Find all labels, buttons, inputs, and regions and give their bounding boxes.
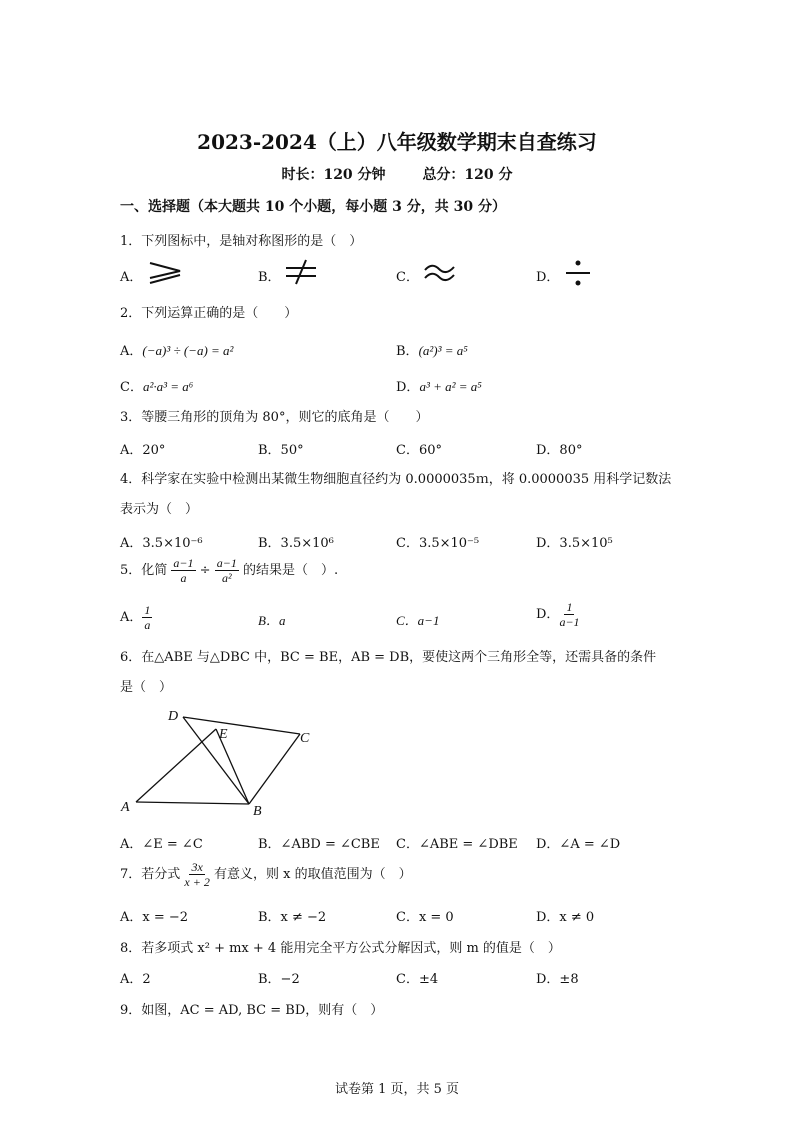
q6-option-b: B．∠ABD = ∠CBE (258, 837, 380, 852)
q6-option-c: C．∠ABE = ∠DBE (396, 837, 518, 852)
q1-option-b: B． (258, 270, 281, 285)
q8-option-c: C．±4 (396, 972, 439, 987)
point-label-c: C (300, 731, 310, 746)
q3-option-c: C．60° (396, 443, 442, 458)
question-7-stem: 7．若分式 $\frac{3x}{x + 2}$ 有意义，则 x 的取值范围为（ ） (120, 860, 412, 889)
q8-option-b: B．−2 (258, 972, 300, 987)
q8-option-a: A．2 (120, 972, 151, 987)
q5-option-b: B．a (258, 613, 286, 628)
question-5-stem: 5．化简 $\frac{a-1}{a}$ ÷ $\frac{a-1}{\text{a²}}$ 的结果是（ ）. (120, 556, 339, 585)
question-4-stem-line2: 表示为（ ） (120, 502, 199, 517)
not-equal-icon (284, 258, 320, 286)
q3-option-b: B．50° (258, 443, 304, 458)
point-label-e: E (219, 727, 228, 742)
greater-equal-icon (146, 258, 186, 286)
section-heading: 一、选择题（本大题共 10 个小题，每小题 3 分，共 30 分） (120, 199, 506, 215)
q4-option-d: D．3.5×10⁵ (536, 536, 613, 551)
q8-option-d: D．±8 (536, 972, 579, 987)
q2-option-d: D．a³ + a² = a⁵ (396, 379, 482, 395)
q5-option-c: C．a−1 (396, 613, 440, 628)
q7-option-b: B．x ≠ −2 (258, 910, 327, 925)
division-icon (564, 258, 594, 288)
q2-option-a: A．(−a)³ ÷ (−a) = a² (120, 343, 234, 359)
question-8-stem: 8．若多项式 x² + mx + 4 能用完全平方公式分解因式，则 m 的值是（ ） (120, 941, 561, 956)
question-1-stem: 1．下列图标中，是轴对称图形的是（ ） (120, 234, 363, 249)
q1-option-a: A． (120, 270, 143, 285)
q1-option-d: D． (536, 270, 560, 285)
question-9-stem: 9．如图，AC = AD, BC = BD，则有（ ） (120, 1003, 384, 1018)
page-footer: 试卷第 1 页，共 5 页 (334, 1082, 460, 1097)
question-4-stem-line1: 4．科学家在实验中检测出某微生物细胞直径约为 0.0000035ｍ，将 0.0000035 用科学记数法 (120, 472, 672, 487)
q5-option-d: D． $\frac{1}{a-1}$ (536, 600, 580, 629)
question-2-stem: 2．下列运算正确的是（ ） (120, 306, 298, 321)
q2-option-c: C．a²·a³ = a⁶ (120, 379, 194, 395)
time-limit: 时长：120 分钟 (281, 167, 386, 183)
q7-option-d: D．x ≠ 0 (536, 910, 595, 925)
q1-option-c: C． (396, 270, 419, 285)
q6-option-d: D．∠A = ∠D (536, 837, 621, 852)
q4-option-a: A．3.5×10⁻⁶ (120, 536, 203, 551)
q7-option-a: A．x = −2 (120, 910, 189, 925)
q5-option-a: A． $\frac{1}{a}$ (120, 603, 151, 632)
question-6-stem-line1: 6．在△ABE 与△DBC 中，BC = BE，AB = DB，要使这两个三角形全等，还需具备的条件 (120, 650, 657, 665)
q6-option-a: A．∠E = ∠C (120, 837, 203, 852)
triangle-figure-q6 (115, 700, 335, 825)
q4-option-c: C．3.5×10⁻⁵ (396, 536, 480, 551)
q7-option-c: C．x = 0 (396, 910, 454, 925)
point-label-d: D (168, 709, 179, 724)
q3-option-a: A．20° (120, 443, 166, 458)
fraction-2: $\frac{a-1}{\text{a²}}$ (216, 556, 237, 585)
point-label-a: A (121, 800, 130, 815)
question-3-stem: 3．等腰三角形的顶角为 80°，则它的底角是（ ） (120, 410, 429, 425)
point-label-b: B (253, 804, 262, 819)
q4-option-b: B．3.5×10⁶ (258, 536, 334, 551)
q2-option-b: B．(a²)³ = a⁵ (396, 343, 468, 359)
total-score: 总分：120 分 (422, 167, 513, 183)
fraction-1: $\frac{a-1}{a}$ (173, 556, 194, 585)
page-title: 2023-2024（上）八年级数学期末自查练习 (197, 130, 597, 154)
exam-info (0, 164, 794, 184)
q3-option-d: D．80° (536, 443, 583, 458)
fraction-3x: $\frac{3x}{x + 2}$ (184, 860, 210, 889)
approx-icon (422, 260, 458, 284)
question-6-stem-line2: 是（ ） (120, 680, 173, 695)
